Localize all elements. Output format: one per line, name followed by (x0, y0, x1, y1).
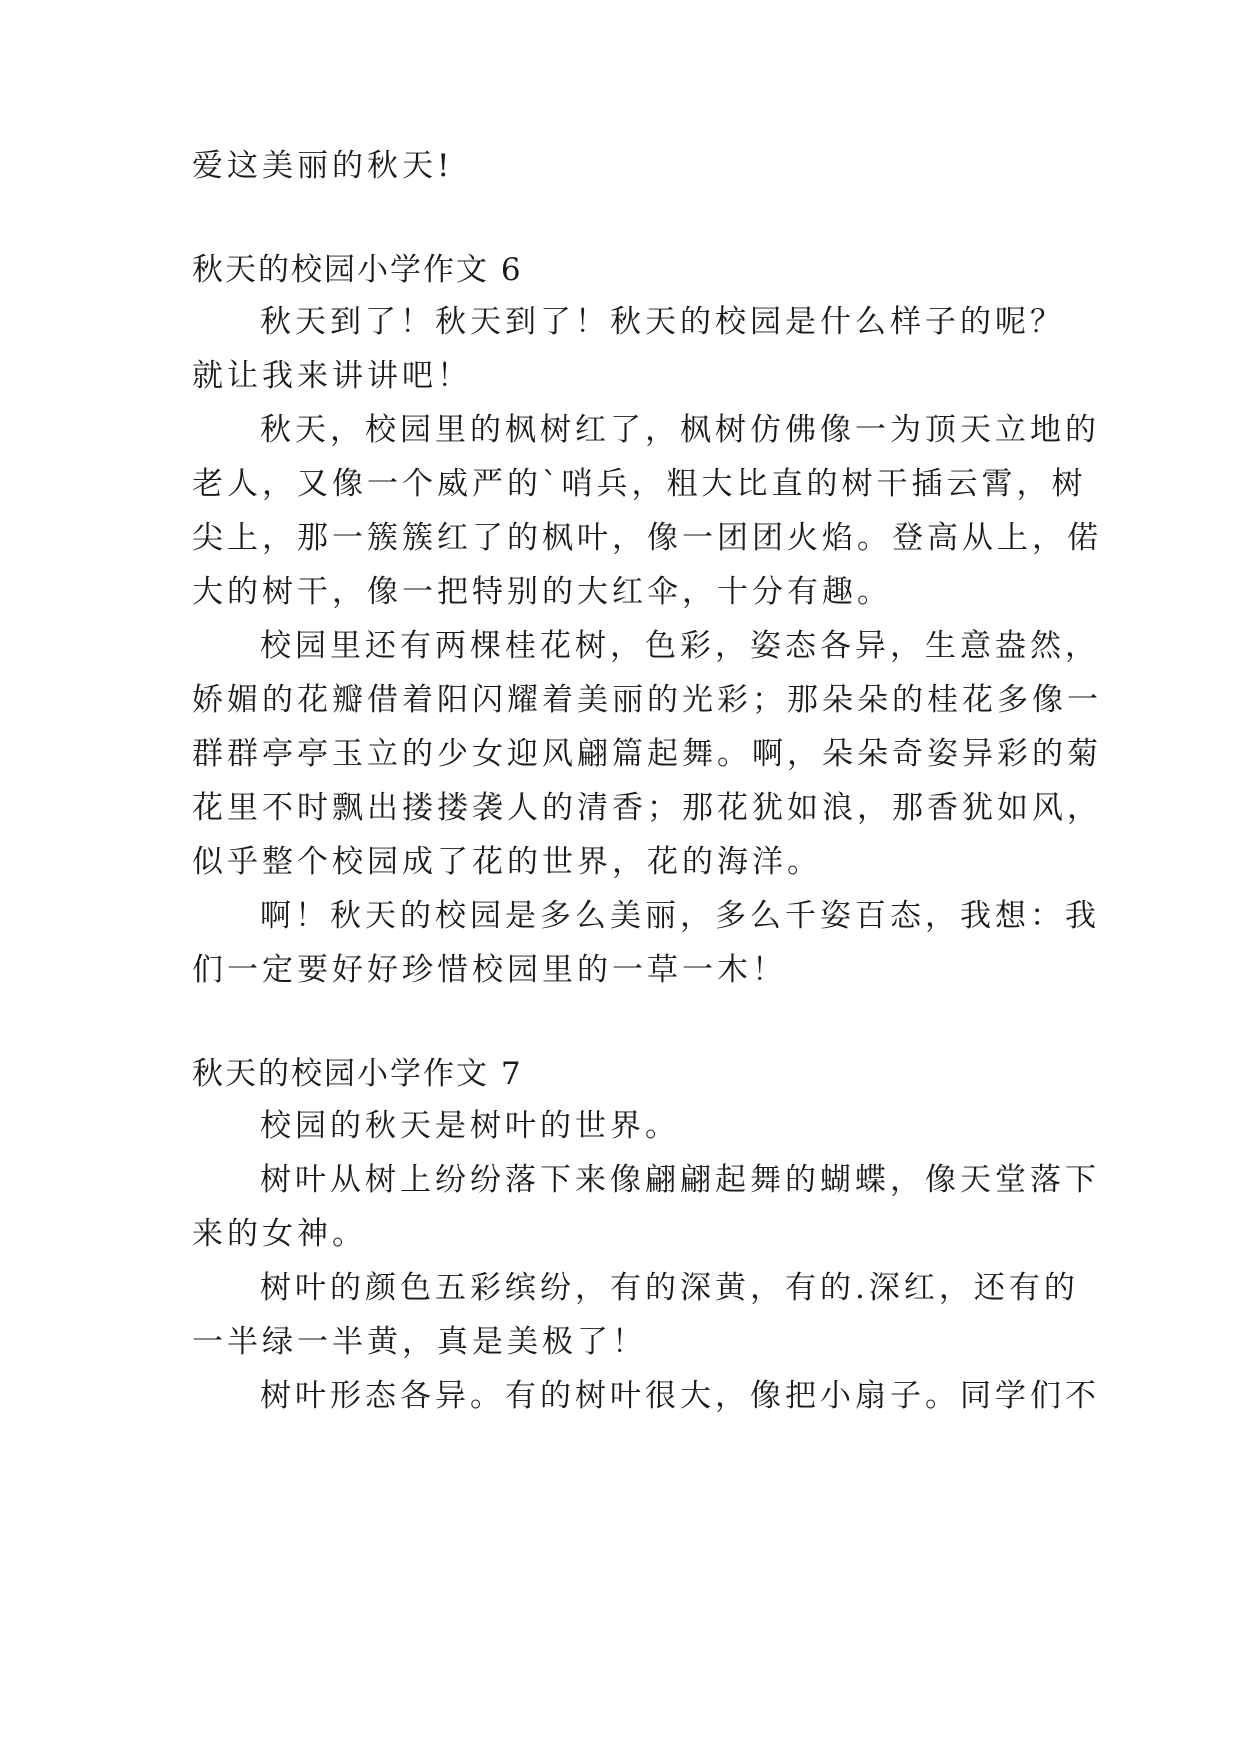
paragraph-line: 就让我来讲讲吧！ (192, 358, 472, 394)
paragraph-line: 娇媚的花瓣借着阳闪耀着美丽的光彩；那朵朵的桂花多像一 (192, 682, 1102, 718)
paragraph-line: 花里不时飘出搂搂袭人的清香；那花犹如浪，那香犹如风， (192, 790, 1102, 826)
paragraph-line: 似乎整个校园成了花的世界，花的海洋。 (192, 844, 822, 880)
paragraph-line: 秋天到了！秋天到了！秋天的校园是什么样子的呢？ (260, 304, 1065, 340)
paragraph-line: 一半绿一半黄，真是美极了！ (192, 1324, 647, 1360)
section-title-6: 秋天的校园小学作文 6 (192, 252, 523, 288)
paragraph-line: 树叶形态各异。有的树叶很大，像把小扇子。同学们不 (260, 1378, 1100, 1414)
paragraph-line: 老人，又像一个威严的`哨兵，粗大比直的树干插云霄，树 (192, 466, 1087, 502)
paragraph-line: 尖上，那一簇簇红了的枫叶，像一团团火焰。登高从上，偌 (192, 520, 1102, 556)
paragraph-line: 树叶从树上纷纷落下来像翩翩起舞的蝴蝶，像天堂落下 (260, 1162, 1100, 1198)
paragraph-line: 树叶的颜色五彩缤纷，有的深黄，有的.深红，还有的 (260, 1270, 1079, 1306)
paragraph-line: 秋天，校园里的枫树红了，枫树仿佛像一为顶天立地的 (260, 412, 1100, 448)
paragraph-line: 群群亭亭玉立的少女迎风翩篇起舞。啊，朵朵奇姿异彩的菊 (192, 736, 1102, 772)
paragraph-line: 校园的秋天是树叶的世界。 (260, 1108, 680, 1144)
paragraph-line: 们一定要好好珍惜校园里的一草一木！ (192, 952, 787, 988)
paragraph-line: 校园里还有两棵桂花树，色彩，姿态各异，生意盎然， (260, 628, 1100, 664)
carryover-line: 爱这美丽的秋天! (192, 148, 454, 184)
paragraph-line: 大的树干，像一把特别的大红伞，十分有趣。 (192, 574, 892, 610)
paragraph-line: 啊！秋天的校园是多么美丽，多么千姿百态，我想：我 (260, 898, 1100, 934)
paragraph-line: 来的女神。 (192, 1216, 367, 1252)
document-page (192, 0, 1102, 1754)
section-title-7: 秋天的校园小学作文 7 (192, 1056, 523, 1092)
